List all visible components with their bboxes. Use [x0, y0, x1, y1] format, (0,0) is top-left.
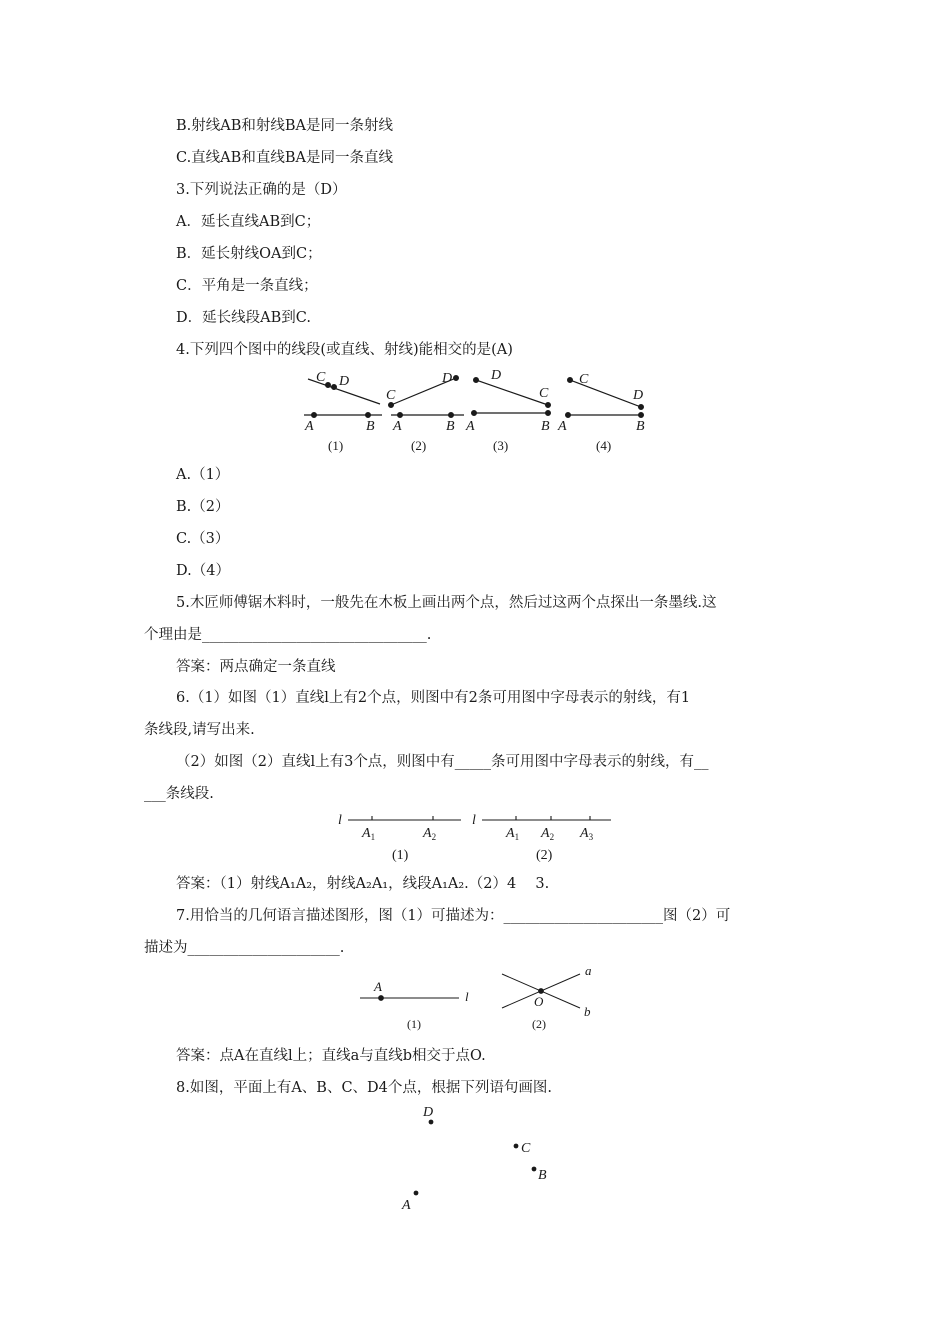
q4-fig3-point-d — [474, 378, 479, 383]
q4-fig3-label-a: A — [466, 419, 475, 434]
q4-fig3-point-a — [472, 411, 477, 416]
q7-fig2-caption: (2) — [532, 1017, 546, 1031]
q4-fig1-point-b — [366, 413, 371, 418]
q4-fig1-label-d: D — [339, 374, 350, 389]
q4-fig4-point-a — [566, 413, 571, 418]
q8-label-c: C — [521, 1141, 531, 1156]
q4-option-d: D.（4） — [176, 563, 230, 579]
q2-option-b: B.射线AB和射线BA是同一条射线 — [176, 118, 394, 134]
q4-option-c: C.（3） — [176, 531, 230, 547]
q7-question-line2: 描述为_____________________. — [144, 940, 345, 956]
q6-fig1-caption: (1) — [392, 848, 409, 863]
q4-fig4-point-d — [639, 405, 644, 410]
q4-fig4-caption: (4) — [596, 438, 612, 453]
q4-fig2-point-d — [454, 376, 459, 381]
q7-fig1-caption: (1) — [407, 1017, 421, 1031]
q4-fig2-point-a — [398, 413, 403, 418]
q3-option-a: A．延长直线AB到C； — [176, 214, 321, 230]
q4-fig4-label-c: C — [579, 372, 589, 387]
q4-fig4-label-d: D — [633, 388, 644, 403]
q5-question-line2: 个理由是_______________________________. — [144, 627, 432, 643]
q4-fig3-label-b: B — [541, 419, 550, 434]
q7-answer: 答案：点A在直线l上；直线a与直线b相交于点O. — [176, 1048, 486, 1064]
q6-fig1-label-l: l — [338, 813, 342, 828]
q7-fig1-label-a: A — [374, 979, 382, 994]
q7-fig1-label-l: l — [465, 989, 469, 1004]
q7-figure — [352, 962, 602, 1038]
q4-fig1-point-d — [332, 385, 337, 390]
q6-question-line2: 条线段,请写出来. — [144, 722, 255, 738]
q4-fig4-point-b — [639, 413, 644, 418]
q8-label-d: D — [423, 1105, 434, 1120]
q6-fig2-label-a2: $A_2$ — [541, 826, 555, 842]
q8-question: 8.如图，平面上有A、B、C、D4个点，根据下列语句画图. — [176, 1080, 553, 1096]
q7-fig2-label-b: b — [584, 1004, 591, 1019]
q4-fig2-caption: (2) — [411, 438, 427, 453]
q4-fig1-label-b: B — [366, 419, 375, 434]
q7-fig2-point-o — [539, 989, 544, 994]
q4-fig2-point-c — [389, 403, 394, 408]
q4-fig2-label-d: D — [442, 371, 453, 386]
q3-option-c: C．平角是一条直线； — [176, 278, 318, 294]
q8-figure — [390, 1100, 560, 1216]
q8-label-b: B — [538, 1168, 547, 1183]
q6-fig2-caption: (2) — [536, 848, 553, 863]
q4-fig1-label-a: A — [305, 419, 314, 434]
q4-fig4-label-a: A — [558, 419, 567, 434]
q5-question-line1: 5.木匠师傅锯木料时，一般先在木板上画出两个点，然后过这两个点探出一条墨线.这 — [176, 595, 717, 611]
q4-fig4-point-c — [568, 378, 573, 383]
q4-fig3-point-b — [546, 411, 551, 416]
q6-fig1-label-a2: $A_2$ — [423, 826, 437, 842]
q4-fig1-label-c: C — [316, 370, 326, 385]
q4-fig2-label-b: B — [446, 419, 455, 434]
q4-fig2-label-a: A — [393, 419, 402, 434]
q4-fig3-point-c — [546, 403, 551, 408]
q4-fig2-label-c: C — [386, 388, 396, 403]
q7-fig1-point-a — [379, 996, 384, 1001]
q2-option-c: C.直线AB和直线BA是同一条直线 — [176, 150, 393, 166]
q8-point-a — [414, 1191, 419, 1196]
q6-fig2-label-l: l — [472, 813, 476, 828]
q4-fig3-label-c: C — [539, 386, 549, 401]
q6-figure — [336, 808, 621, 866]
q6-fig2-label-a1: $A_1$ — [506, 826, 520, 842]
q4-option-b: B.（2） — [176, 499, 230, 515]
q6-answer: 答案：（1）射线A₁A₂，射线A₂A₁，线段A₁A₂.（2）4 3. — [176, 876, 550, 892]
q4-option-a: A.（1） — [176, 467, 230, 483]
q4-question: 4.下列四个图中的线段(或直线、射线)能相交的是(A) — [176, 342, 513, 358]
q8-point-d — [429, 1120, 434, 1125]
q6-question-line1: 6.（1）如图（1）直线l上有2个点，则图中有2条可用图中字母表示的射线，有1 — [176, 690, 691, 706]
q4-fig2-point-b — [449, 413, 454, 418]
q8-point-b — [532, 1167, 537, 1172]
q4-fig4-label-b: B — [636, 419, 645, 434]
q6-question-line3: （2）如图（2）直线l上有3个点，则图中有_____条可用图中字母表示的射线，有__ — [176, 754, 709, 770]
q4-fig3-label-d: D — [491, 368, 502, 383]
q7-fig2-label-a: a — [585, 963, 592, 978]
q7-fig2-label-o: O — [534, 994, 544, 1009]
q3-option-b: B．延长射线OA到C； — [176, 246, 322, 262]
q4-fig3-segment-dc — [476, 380, 548, 405]
q4-figure — [296, 364, 656, 459]
q6-fig2-label-a3: $A_3$ — [580, 826, 594, 842]
q8-point-c — [514, 1144, 519, 1149]
q4-fig1-caption: (1) — [328, 438, 344, 453]
q3-option-d: D．延长线段AB到C. — [176, 310, 311, 326]
q8-label-a: A — [402, 1198, 411, 1213]
q4-fig1-point-c — [326, 383, 331, 388]
q6-question-line4: ___条线段. — [144, 786, 214, 802]
q4-fig1-point-a — [312, 413, 317, 418]
q4-fig3-caption: (3) — [493, 438, 509, 453]
q5-answer: 答案：两点确定一条直线 — [176, 659, 336, 675]
q6-fig1-label-a1: $A_1$ — [362, 826, 376, 842]
q3-question: 3.下列说法正确的是（D） — [176, 182, 347, 198]
q7-question-line1: 7.用恰当的几何语言描述图形，图（1）可描述为：______________________图（2）可 — [176, 908, 731, 924]
